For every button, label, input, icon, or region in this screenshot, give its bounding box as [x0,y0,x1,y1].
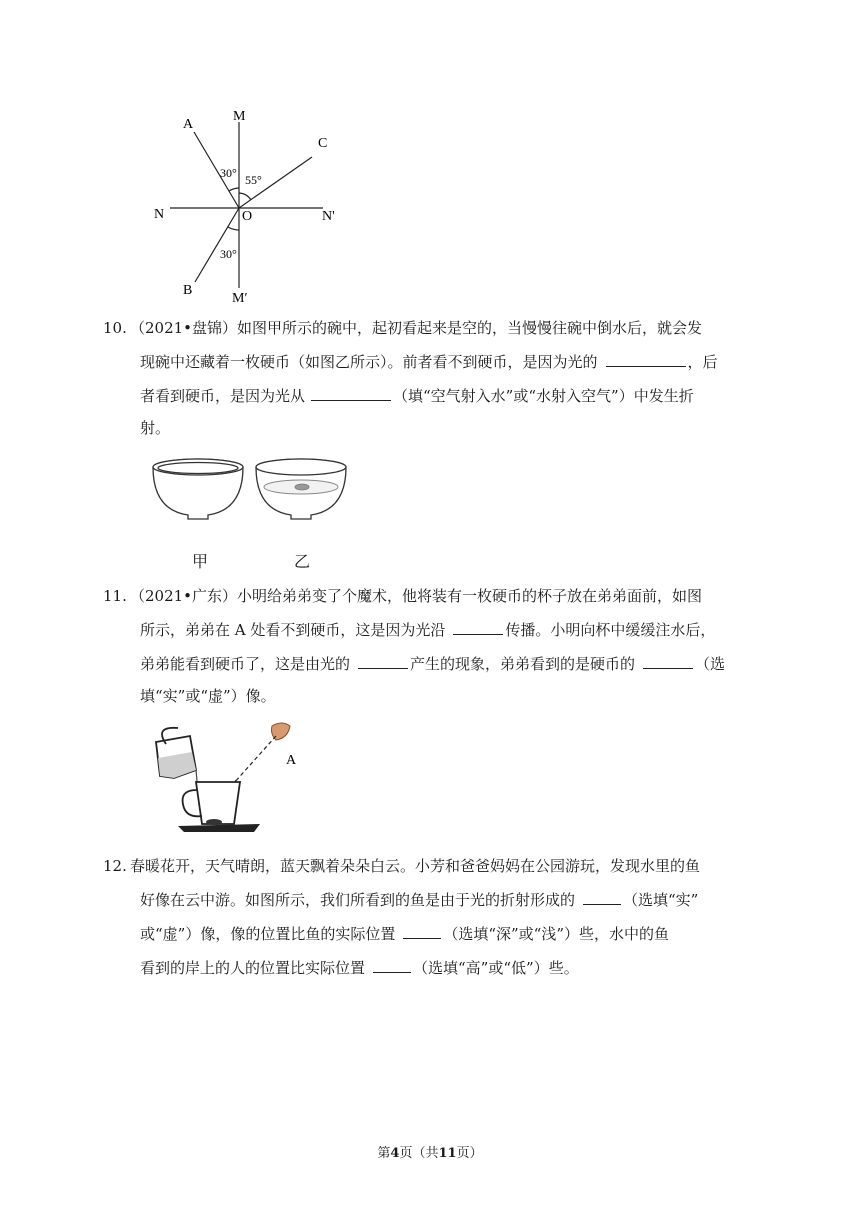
label-n-prime: N' [322,209,335,224]
coin-image [295,484,309,490]
text-segment: 好像在云中游。如图所示，我们所看到的鱼是由于光的折射形成的 [140,891,576,909]
text-segment: 所示，弟弟在 A 处看不到硬币，这是因为光沿 [140,621,446,639]
question-text-line [140,620,715,640]
label-c: C [318,136,328,151]
bowls-figure [150,455,350,525]
text-segment: （选 [695,655,726,673]
question-text-line: 填“实”或“虚”）像。 [140,687,276,705]
label-o: O [242,209,253,224]
cup-coin-figure [148,718,308,840]
question-text-line [140,352,718,372]
question-text-line [140,386,694,406]
ray-diagram [140,100,370,312]
label-a: A [183,117,194,132]
answer-blank[interactable] [403,924,441,939]
text-segment: 产生的现象，弟弟看到的是硬币的 [410,655,636,673]
question-text-line: 射。 [140,419,171,437]
question-number: 10. [103,319,127,337]
footer-middle: 页（共 [399,1146,439,1161]
question-text-line [140,924,669,944]
label-b: B [183,283,193,298]
answer-blank[interactable] [453,620,503,635]
text-segment: ，后 [687,353,718,371]
text-segment: 现碗中还藏着一枚硬币（如图乙所示）。前者看不到硬币，是因为光的 [140,353,598,371]
question-text-line [140,654,725,674]
angle-arc-top-right [239,193,251,200]
page-number: 4 [390,1146,400,1161]
question-text-line: （2021•盘锦）如图甲所示的碗中，起初看起来是空的，当慢慢往碗中倒水后，就会发 [130,319,703,337]
figure-caption-yi: 乙 [294,552,311,571]
text-segment: 弟弟能看到硬币了，这是由光的 [140,655,351,673]
text-segment: 或“虚”）像，像的位置比鱼的实际位置 [140,925,396,943]
text-segment: （选填“实” [623,891,699,909]
ray-ob [195,208,239,282]
footer-prefix: 第 [377,1146,391,1161]
label-m: M [233,109,246,124]
answer-blank[interactable] [373,958,411,973]
answer-blank[interactable] [583,890,621,905]
text-segment: 者看到硬币，是因为光从 [140,387,306,405]
bowl-empty-inner [158,463,238,474]
angle-label-top-right: 55° [245,173,262,187]
answer-blank[interactable] [643,654,693,669]
figure-caption-jia: 甲 [192,552,209,571]
cup [196,782,240,824]
question-number: 12. [103,857,127,875]
label-m-prime: M′ [232,291,248,306]
saucer [178,824,260,832]
angle-arc-top-left [229,188,239,191]
bowl-water-rim [256,459,346,475]
page-footer [0,1142,860,1161]
total-pages: 11 [438,1146,457,1161]
answer-blank[interactable] [606,352,686,367]
angle-arc-bottom [228,227,239,230]
answer-blank[interactable] [358,654,408,669]
footer-suffix: 页） [456,1146,483,1161]
question-text-line [140,958,579,978]
text-segment: 传播。小明向杯中缓缓注水后， [505,621,716,639]
coin [206,819,222,825]
question-text-line: 春暖花开，天气晴朗，蓝天飘着朵朵白云。小芳和爸爸妈妈在公园游玩，发现水里的鱼 [130,857,701,875]
text-segment: （选填“高”或“低”）些。 [413,959,579,977]
angle-label-bottom: 30° [220,247,237,261]
question-text-line: （2021•广东）小明给弟弟变了个魔术，他将装有一枚硬币的杯子放在弟弟面前，如图 [130,587,703,605]
text-segment: （选填“深”或“浅”）些，水中的鱼 [443,925,670,943]
angle-label-top-left: 30° [220,166,237,180]
question-number: 11. [103,587,127,605]
question-text-line [140,890,698,910]
text-segment: 看到的岸上的人的位置比实际位置 [140,959,366,977]
text-segment: （填“空气射入水”或“水射入空气”）中发生折 [393,387,694,405]
label-n: N [154,207,165,222]
answer-blank[interactable] [311,386,391,401]
point-label-a: A [286,753,297,768]
